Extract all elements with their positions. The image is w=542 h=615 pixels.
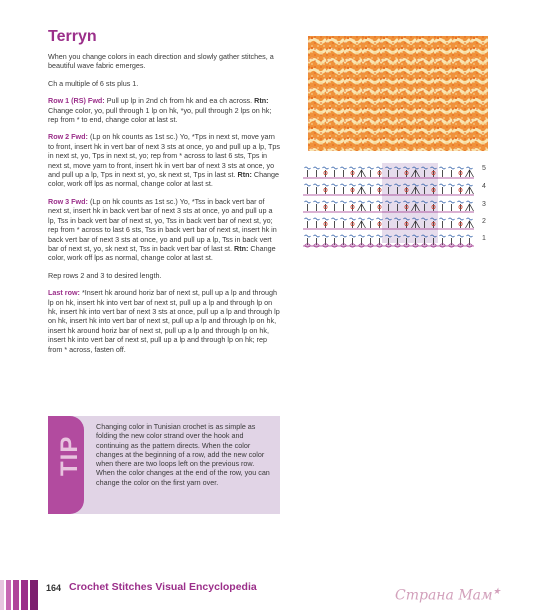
chart-return-symbol xyxy=(368,184,374,186)
chart-return-symbol xyxy=(323,218,329,220)
chart-return-symbol xyxy=(314,184,320,186)
chart-return-symbol xyxy=(458,201,464,203)
row1-instruction xyxy=(48,96,280,124)
row1-text: Pull up lp in 2nd ch from hk and ea ch across. xyxy=(106,96,253,106)
intro-text: When you change colors in each direction and slowly gather stitches, a beautiful wave fabric emerges. xyxy=(48,52,274,71)
chart-return-symbol xyxy=(449,167,455,169)
chart-return-symbol xyxy=(368,201,374,203)
chart-return-symbol xyxy=(350,235,356,237)
row2-label: Row 2 Fwd: xyxy=(48,132,88,142)
chart-return-symbol xyxy=(458,218,464,220)
chart-return-symbol xyxy=(305,235,311,237)
chart-return-symbol xyxy=(467,235,473,237)
chart-return-symbol xyxy=(314,235,320,237)
footer-color-bars xyxy=(0,580,40,610)
chart-return-symbol xyxy=(440,235,446,237)
chart-return-symbol xyxy=(341,201,347,203)
tip-text: Changing color in Tunisian crochet is as simple as folding the new color strand over the hook and continuing as the pattern directs. When the color changes at the beginning of a row, add the new color when there are two loops left on the previous row. When the color changes at the end of the row, you can change the color on the first yarn over. xyxy=(96,422,270,487)
tip-tab xyxy=(48,416,84,514)
row2-rtn-text: Change color, work off lps as normal, change color at last st. xyxy=(48,170,280,189)
chart-return-symbol xyxy=(359,184,365,186)
swatch-photo xyxy=(308,36,488,151)
watermark-star: ★ xyxy=(492,587,501,597)
chart-return-symbol xyxy=(332,167,338,169)
chart-return-symbol xyxy=(332,201,338,203)
chart-return-symbol xyxy=(341,218,347,220)
chart-return-symbol xyxy=(467,184,473,186)
chart-return-symbol xyxy=(350,184,356,186)
chart-return-symbol xyxy=(377,218,383,220)
book-title: Crochet Stitches Visual Encyclopedia xyxy=(69,581,257,593)
row-number-2: 2 xyxy=(482,218,486,225)
chart-return-symbol xyxy=(314,167,320,169)
row1-rtn-label: Rtn: xyxy=(254,96,269,106)
chart-return-symbol xyxy=(440,201,446,203)
row-number-5: 5 xyxy=(482,165,486,172)
chart-return-symbol xyxy=(440,167,446,169)
chart-return-symbol xyxy=(341,235,347,237)
chart-return-symbol xyxy=(449,235,455,237)
row2-rtn-label: Rtn: xyxy=(237,170,252,180)
chart-return-symbol xyxy=(350,167,356,169)
row1-rtn-text: Change color, yo, pull through 1 lp on hk, *yo, pull through 2 lps on hk; rep from * to end, change color at last st. xyxy=(48,105,272,125)
last-row-instruction xyxy=(48,288,280,354)
pattern-title: Terryn xyxy=(48,28,97,45)
chart-return-symbol xyxy=(377,184,383,186)
page-number: 164 xyxy=(46,583,62,593)
chart-return-symbol xyxy=(323,184,329,186)
chart-return-symbol xyxy=(359,218,365,220)
chart-return-symbol xyxy=(305,218,311,220)
chart-return-symbol xyxy=(332,184,338,186)
chart-return-symbol xyxy=(314,218,320,220)
chart-return-symbol xyxy=(377,201,383,203)
chart-return-symbol xyxy=(305,184,311,186)
row-number-3: 3 xyxy=(482,201,486,208)
chart-return-symbol xyxy=(368,235,374,237)
chain-instruction: Ch a multiple of 6 sts plus 1. xyxy=(48,78,139,88)
row3-text: (Lp on hk counts as 1st sc.) Yo, *Tss in back vert bar of next st, insert hk in back vert bar of next 3 sts at once, yo and pull up a lp, Tss in back vert bar of next st, yo, Tss in back vert bar of next st, yo; rep from * across to last 6 sts, Tss in back vert bar of next st, insert hk in back vert bar of next 3 sts at once, yo and pull up a lp, Tss in back vert bar of next st, yo, sk next st, Tss in back vert bar of last st. xyxy=(48,196,277,253)
row3-rtn-label: Rtn: xyxy=(234,243,249,253)
chart-return-symbol xyxy=(314,201,320,203)
chart-return-symbol xyxy=(467,167,473,169)
row3-rtn-text: Change color, work off lps as normal, change color at last st. xyxy=(48,243,276,263)
chart-return-symbol xyxy=(323,201,329,203)
chart-return-symbol xyxy=(305,201,311,203)
tip-box xyxy=(48,416,280,514)
chart-return-symbol xyxy=(458,184,464,186)
row3-instruction xyxy=(48,197,280,263)
chart-return-symbol xyxy=(458,167,464,169)
chart-return-symbol xyxy=(350,201,356,203)
chart-return-symbol xyxy=(359,201,365,203)
row2-text: (Lp on hk counts as 1st sc.) Yo, *Tps in next st, move yarn to front, insert hk in vert bar of next 3 sts at once, yo and pull up a lp, Tps in next st, yo, Tps in next st, yo; rep from * across to last 6 sts, Tps in next st, move yarn to front, insert hk in vert bar of next 3 sts at once, yo and pull up a lp, Tps in next st, yo, sk next st, Tps in last st. xyxy=(48,132,280,180)
chart-return-symbol xyxy=(440,218,446,220)
pattern-instructions xyxy=(48,52,280,362)
chart-return-symbol xyxy=(467,218,473,220)
chart-return-symbol xyxy=(341,167,347,169)
row2-instruction xyxy=(48,132,280,188)
tip-label: TIP xyxy=(56,435,83,476)
row3-label: Row 3 Fwd: xyxy=(48,196,88,206)
row1-label: Row 1 (RS) Fwd: xyxy=(48,96,105,106)
last-row-text: *Insert hk around horiz bar of next st, pull up a lp and through lp on hk, insert hk into vert bar of next st, pull up a lp and through lp on hk, insert hk into vert bar of next 3 sts at once, pull up a lp and through lp on hk, insert hk into vert bar of next st, pull up a lp and through lp on hk, insert hk around horiz bar of next st, pull up a lp and through lp on hk, insert hk into vert bar of next st, pull up a lp and through lp on hk; rep from * across, fasten off. xyxy=(48,288,280,354)
watermark xyxy=(395,587,501,604)
stitch-chart xyxy=(303,163,477,249)
chart-return-symbol xyxy=(467,201,473,203)
chart-return-symbol xyxy=(332,235,338,237)
chart-return-symbol xyxy=(440,184,446,186)
chart-return-symbol xyxy=(359,235,365,237)
chart-return-symbol xyxy=(323,167,329,169)
row-number-1: 1 xyxy=(482,235,486,242)
chart-return-symbol xyxy=(449,218,455,220)
chart-return-symbol xyxy=(341,184,347,186)
chart-return-symbol xyxy=(458,235,464,237)
watermark-text: Страна Мам xyxy=(395,587,493,604)
chart-return-symbol xyxy=(377,167,383,169)
chart-return-symbol xyxy=(368,218,374,220)
chart-return-symbol xyxy=(305,167,311,169)
chart-return-symbol xyxy=(323,235,329,237)
chart-return-symbol xyxy=(377,235,383,237)
repeat-instruction: Rep rows 2 and 3 to desired length. xyxy=(48,270,162,280)
chart-return-symbol xyxy=(449,184,455,186)
chart-row-numbers xyxy=(480,163,496,249)
chart-return-symbol xyxy=(368,167,374,169)
chart-return-symbol xyxy=(332,218,338,220)
last-row-label: Last row: xyxy=(48,288,80,298)
chart-return-symbol xyxy=(359,167,365,169)
chart-return-symbol xyxy=(449,201,455,203)
row-number-4: 4 xyxy=(482,183,486,190)
chart-return-symbol xyxy=(350,218,356,220)
